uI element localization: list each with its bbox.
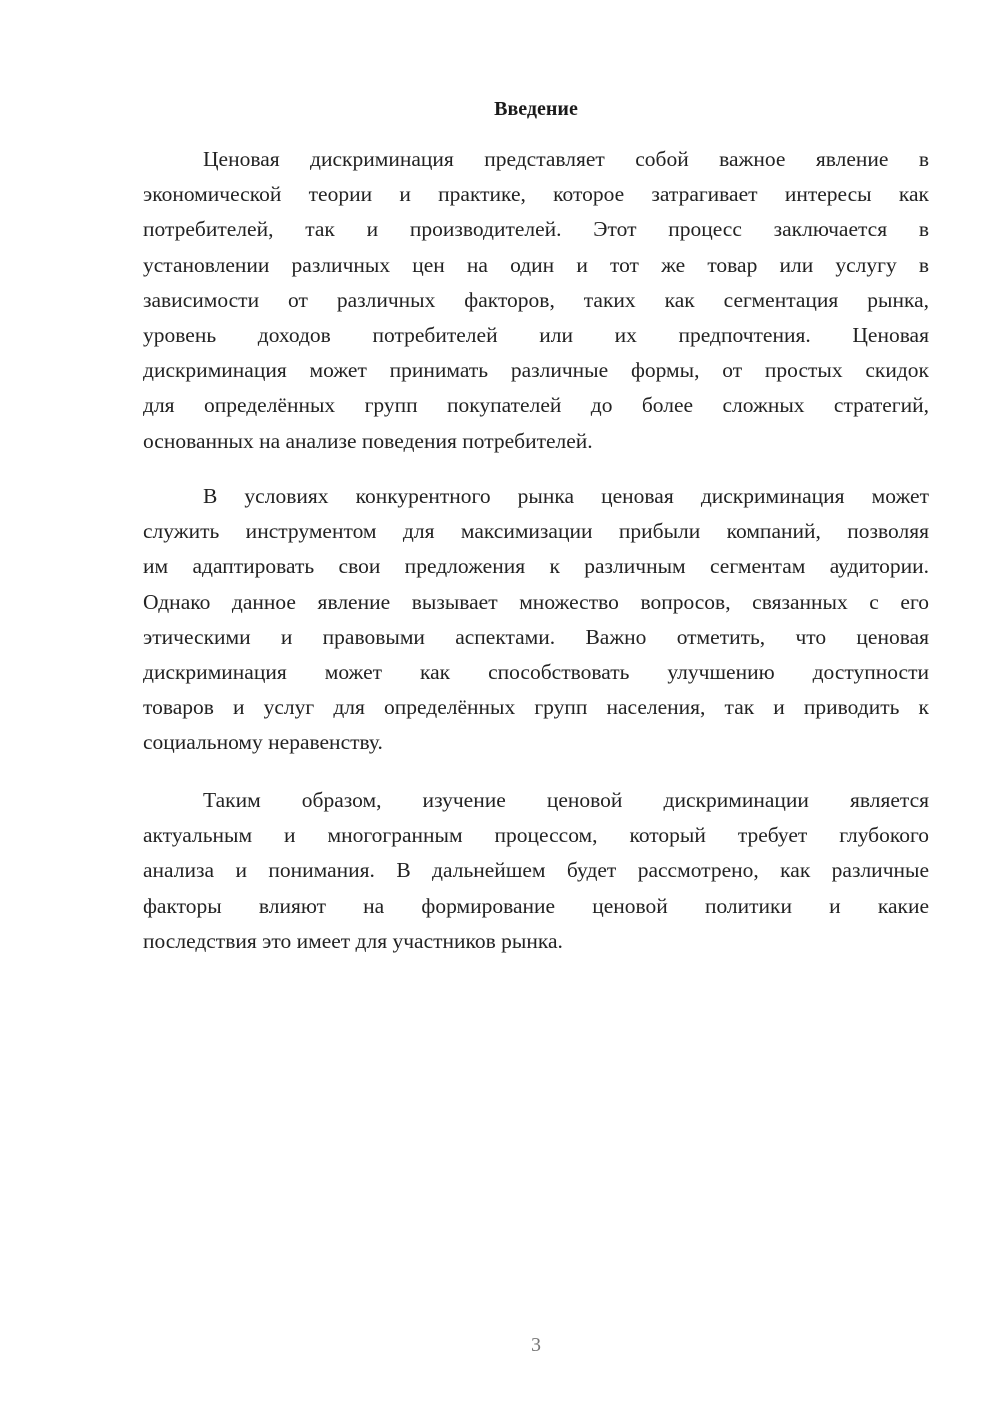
- text-line: служить инструментом для максимизации прибыли компаний, позволяя: [143, 519, 929, 544]
- text-line: Однако данное явление вызывает множество вопросов, связанных с его: [143, 589, 929, 614]
- text-line: этическими и правовыми аспектами. Важно отметить, что ценовая: [143, 624, 929, 649]
- text-line: факторы влияют на формирование ценовой политики и какие: [143, 893, 929, 918]
- page-number: 3: [531, 1334, 541, 1356]
- paragraph-2: [143, 479, 929, 761]
- text-line: им адаптировать свои предложения к различным сегментам аудитории.: [143, 554, 929, 579]
- text-line: установлении различных цен на один и тот же товар или услугу в: [143, 252, 929, 277]
- text-line: В условиях конкурентного рынка ценовая дискриминация может: [203, 484, 929, 508]
- text-line: Таким образом, изучение ценовой дискриминации является: [203, 788, 929, 812]
- text-line: потребителей, так и производителей. Этот процесс заключается в: [143, 217, 929, 242]
- text-line: товаров и услуг для определённых групп населения, так и приводить к: [143, 695, 929, 720]
- paragraph-3: [143, 783, 929, 959]
- text-line: анализа и понимания. В дальнейшем будет рассмотрено, как различные: [143, 858, 929, 883]
- text-line: экономической теории и практике, которое затрагивает интересы как: [143, 182, 929, 207]
- text-line: дискриминация может принимать различные формы, от простых скидок: [143, 358, 929, 383]
- text-line: социальному неравенству.: [143, 730, 383, 755]
- text-line: уровень доходов потребителей или их предпочтения. Ценовая: [143, 322, 929, 347]
- text-line: для определённых групп покупателей до более сложных стратегий,: [143, 393, 929, 418]
- text-line: актуальным и многогранным процессом, который требует глубокого: [143, 823, 929, 848]
- text-line: Ценовая дискриминация представляет собой важное явление в: [203, 147, 929, 171]
- text-line: основанных на анализе поведения потребителей.: [143, 428, 593, 453]
- text-line: последствия это имеет для участников рынка.: [143, 928, 563, 953]
- section-title: Введение: [494, 98, 578, 120]
- text-line: зависимости от различных факторов, таких как сегментация рынка,: [143, 287, 929, 312]
- paragraph-1: [143, 142, 929, 459]
- text-line: дискриминация может как способствовать улучшению доступности: [143, 659, 929, 684]
